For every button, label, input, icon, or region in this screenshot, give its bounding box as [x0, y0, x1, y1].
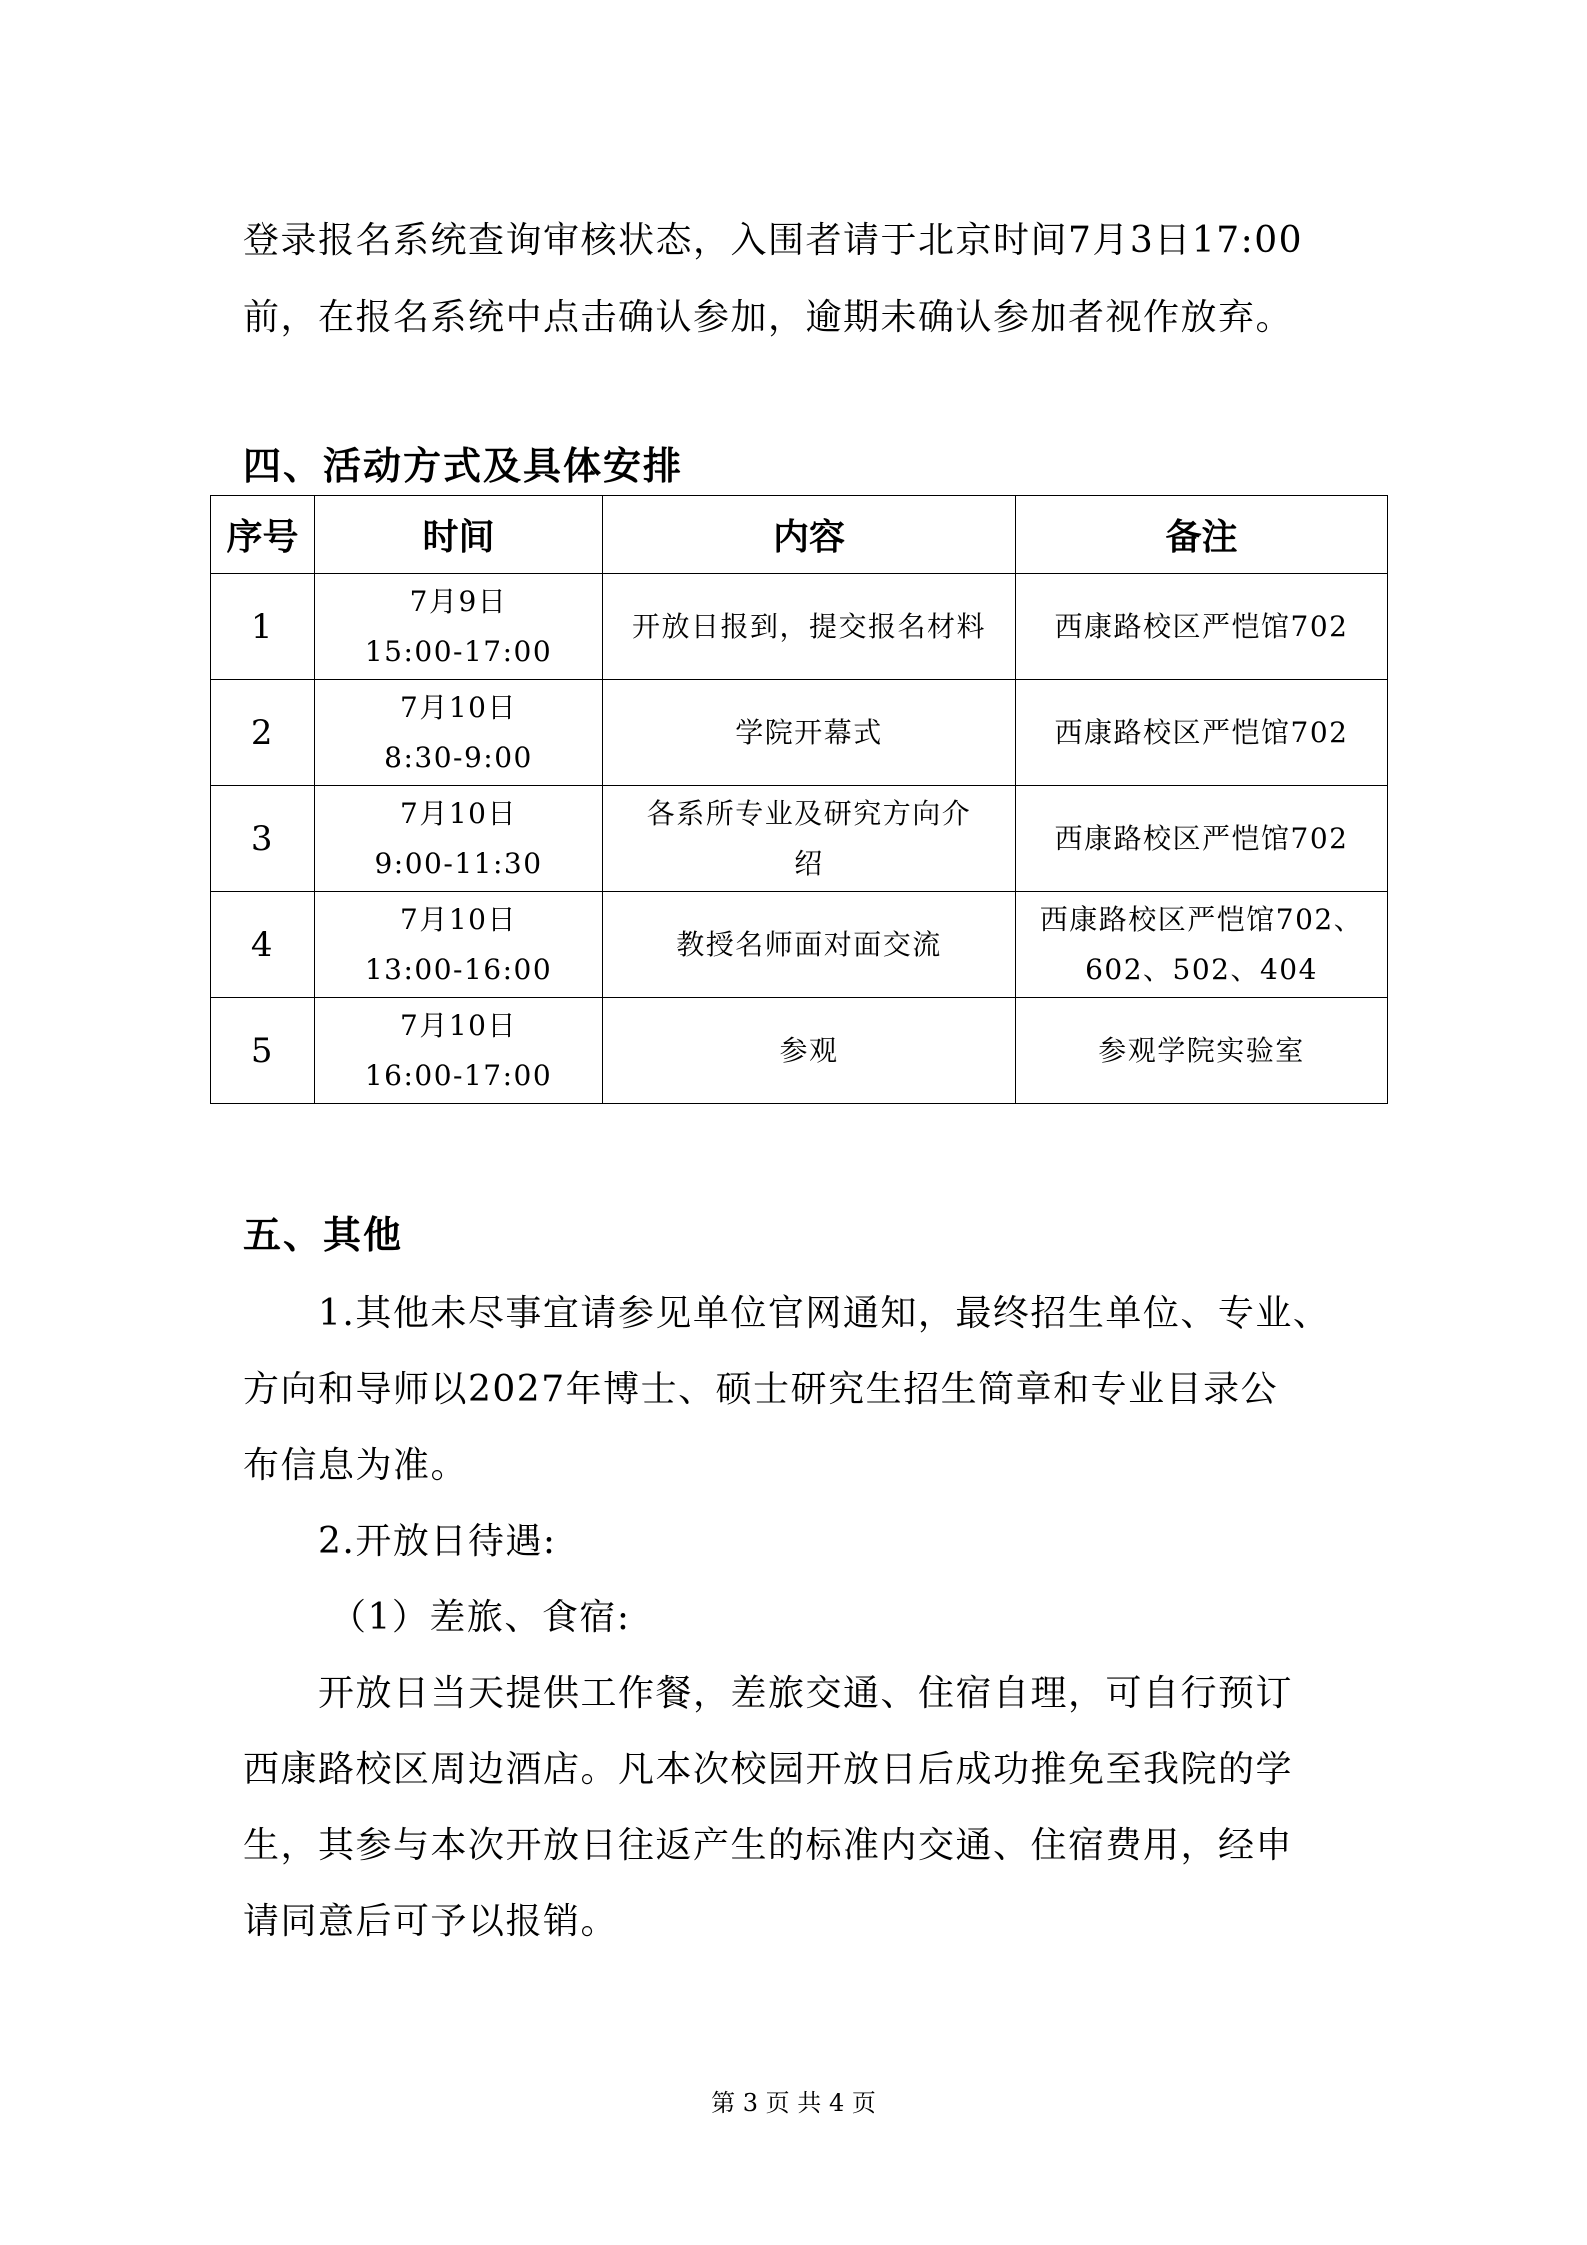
cell-note-line: 西康路校区严恺馆702 — [1054, 715, 1349, 749]
cell-content-line: 绍 — [794, 846, 824, 880]
cell-seq: 2 — [211, 680, 315, 786]
section-5-p1-line-3: 布信息为准。 — [243, 1445, 469, 1486]
section-5-p3: （1）差旅、食宿: — [330, 1597, 631, 1638]
section-5-p4-line-1: 开放日当天提供工作餐，差旅交通、住宿自理，可自行预订 — [318, 1673, 1294, 1714]
table-row — [211, 998, 1388, 1104]
table-row — [211, 892, 1388, 998]
cell-date: 7月10日 — [400, 796, 517, 830]
cell-content — [603, 574, 1016, 680]
cell-content — [603, 680, 1016, 786]
cell-time — [315, 786, 603, 892]
table-row — [211, 574, 1388, 680]
header-seq: 序号 — [211, 496, 315, 574]
cell-date: 7月9日 — [409, 584, 508, 618]
cell-time-range: 16:00-17:00 — [364, 1058, 553, 1092]
cell-note-line: 602、502、404 — [1085, 952, 1318, 986]
cell-note-line: 西康路校区严恺馆702 — [1054, 609, 1349, 643]
section-5-p4-line-2: 西康路校区周边酒店。凡本次校园开放日后成功推免至我院的学 — [243, 1749, 1294, 1790]
section-5-p1-line-2: 方向和导师以2027年博士、硕士研究生招生简章和专业目录公 — [243, 1369, 1279, 1410]
section-5-p2: 2.开放日待遇: — [318, 1521, 557, 1562]
cell-content-line: 各系所专业及研究方向介 — [646, 796, 972, 830]
table-header-row — [211, 496, 1388, 574]
header-time: 时间 — [315, 496, 603, 574]
cell-note-line: 西康路校区严恺馆702、 — [1039, 902, 1364, 936]
intro-line-2: 前，在报名系统中点击确认参加，逾期未确认参加者视作放弃。 — [243, 297, 1294, 338]
section-5-p4-line-3: 生，其参与本次开放日往返产生的标准内交通、住宿费用，经申 — [243, 1825, 1294, 1866]
cell-note — [1016, 892, 1388, 998]
cell-note — [1016, 574, 1388, 680]
cell-note — [1016, 786, 1388, 892]
cell-time-range: 8:30-9:00 — [384, 740, 533, 774]
cell-content-line: 参观 — [779, 1033, 839, 1067]
cell-content — [603, 786, 1016, 892]
section-5-p4-line-4: 请同意后可予以报销。 — [243, 1901, 619, 1942]
cell-time-range: 9:00-11:30 — [374, 846, 543, 880]
cell-seq: 4 — [211, 892, 315, 998]
cell-content-line: 开放日报到，提交报名材料 — [631, 609, 986, 643]
cell-time-range: 13:00-16:00 — [364, 952, 553, 986]
cell-note-line: 西康路校区严恺馆702 — [1054, 821, 1349, 855]
cell-time — [315, 680, 603, 786]
cell-time — [315, 998, 603, 1104]
schedule-table — [210, 495, 1388, 1104]
cell-note-line: 参观学院实验室 — [1098, 1033, 1305, 1067]
cell-time — [315, 574, 603, 680]
cell-content-line: 教授名师面对面交流 — [676, 927, 942, 961]
section-5-heading: 五、其他 — [243, 1213, 404, 1257]
section-4-heading: 四、活动方式及具体安排 — [243, 444, 684, 488]
cell-content-line: 学院开幕式 — [735, 715, 883, 749]
cell-note — [1016, 998, 1388, 1104]
section-5-p1-line-1: 1.其他未尽事宜请参见单位官网通知，最终招生单位、专业、 — [318, 1293, 1331, 1334]
intro-line-1: 登录报名系统查询审核状态，入围者请于北京时间7月3日17:00 — [243, 220, 1304, 261]
cell-date: 7月10日 — [400, 1008, 517, 1042]
page-number-footer: 第 3 页 共 4 页 — [711, 2089, 876, 2117]
cell-date: 7月10日 — [400, 690, 517, 724]
cell-note — [1016, 680, 1388, 786]
cell-seq: 1 — [211, 574, 315, 680]
table-row — [211, 786, 1388, 892]
cell-content — [603, 892, 1016, 998]
cell-content — [603, 998, 1016, 1104]
table-row — [211, 680, 1388, 786]
header-note: 备注 — [1016, 496, 1388, 574]
cell-time — [315, 892, 603, 998]
cell-time-range: 15:00-17:00 — [364, 634, 553, 668]
header-content: 内容 — [603, 496, 1016, 574]
cell-seq: 5 — [211, 998, 315, 1104]
cell-date: 7月10日 — [400, 902, 517, 936]
cell-seq: 3 — [211, 786, 315, 892]
